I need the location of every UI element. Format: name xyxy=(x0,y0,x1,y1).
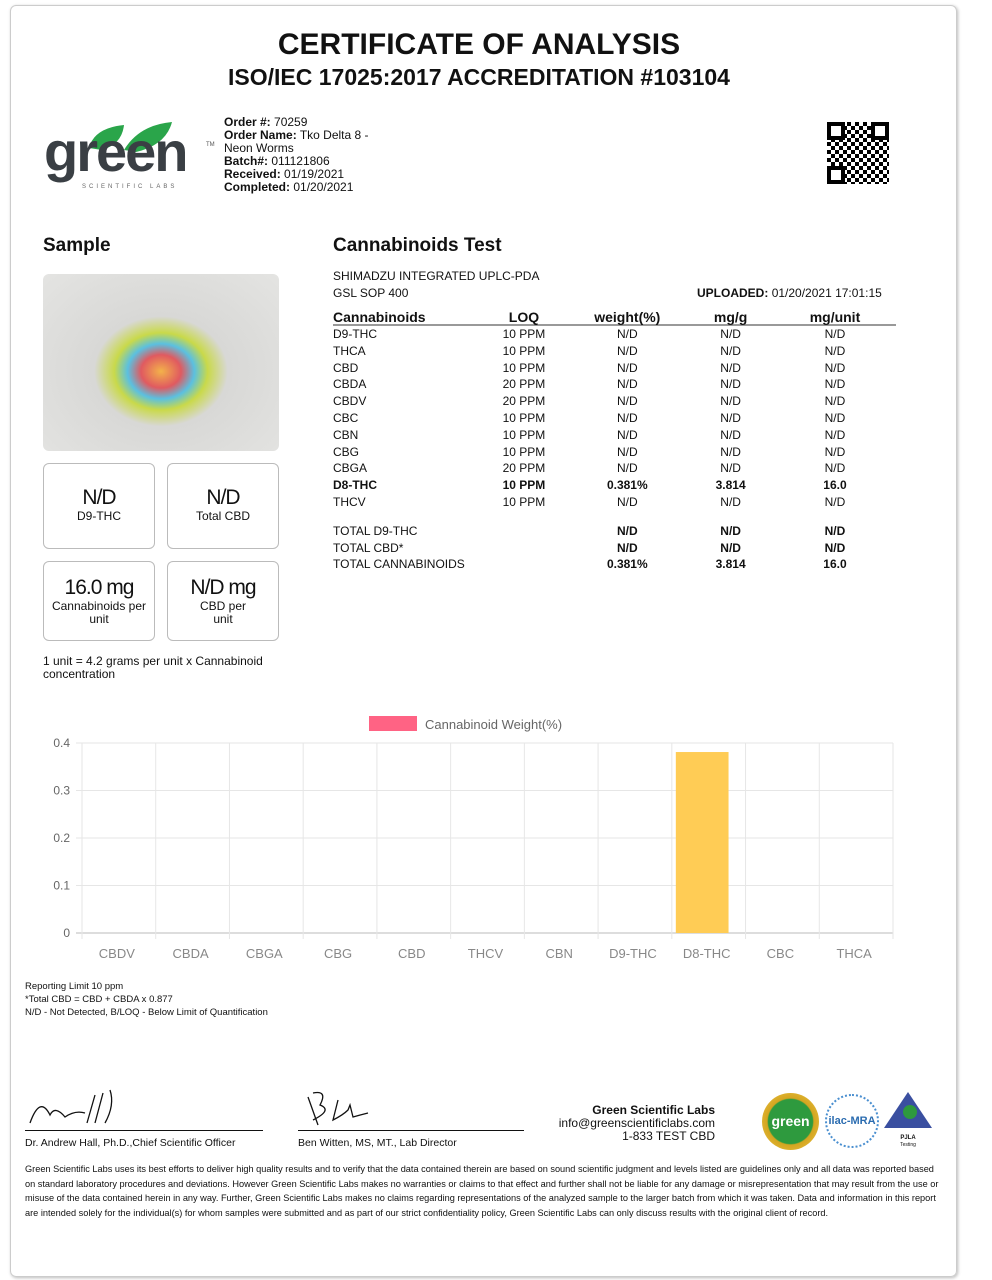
y-tick-label: 0.3 xyxy=(53,783,70,798)
x-tick-label: D9-THC xyxy=(609,946,657,961)
method: SHIMADZU INTEGRATED UPLC-PDA xyxy=(333,269,540,283)
order-info: Order #: 70259 Order Name: Tko Delta 8 - Neon Worms Batch#: 011121806 Received: 01/19/2021 Completed: 01/20/2021 xyxy=(224,115,369,194)
x-tick-label: CBD xyxy=(398,946,426,961)
signer-1: Dr. Andrew Hall, Ph.D.,Chief Scientific Officer xyxy=(25,1137,236,1149)
table-cell: N/D xyxy=(824,377,846,392)
notes: Reporting Limit 10 ppm *Total CBD = CBD + CBDA x 0.877 N/D - Not Detected, B/LOQ - Below Limit of Quantification xyxy=(25,981,268,1018)
table-cell: N/D xyxy=(616,523,638,538)
x-tick-label: CBGA xyxy=(245,946,283,961)
x-tick-label: CBDV xyxy=(98,946,135,961)
table-cell: 20 PPM xyxy=(502,394,546,409)
table-row xyxy=(333,540,896,557)
table-cell: Cannabinoids xyxy=(333,309,426,325)
legend-label[interactable]: Cannabinoid Weight(%) xyxy=(425,717,563,732)
table-cell xyxy=(481,556,568,573)
document-title: CERTIFICATE OF ANALYSIS xyxy=(277,28,681,61)
x-tick-label: CBDA xyxy=(172,946,209,961)
table-cell: D9-THC xyxy=(333,327,377,341)
x-tick-label: THCA xyxy=(836,946,872,961)
table-cell: TOTAL CBD* xyxy=(333,540,404,555)
table-cell: mg/g xyxy=(713,309,748,325)
table-cell: 10 PPM xyxy=(502,410,546,425)
table-cell: CBGA xyxy=(333,461,368,476)
y-tick-label: 0.2 xyxy=(53,831,70,845)
table-cell: 10 PPM xyxy=(502,360,546,375)
table-cell xyxy=(481,523,568,540)
qr-code[interactable] xyxy=(827,122,889,184)
table-row xyxy=(333,343,896,360)
table-cell: N/D xyxy=(616,494,638,509)
sample-heading: Sample xyxy=(43,235,111,256)
table-cell: N/D xyxy=(824,540,846,555)
table-cell: 3.814 xyxy=(715,557,746,572)
table-row xyxy=(333,360,896,377)
total-cbd-card: N/D Total CBD xyxy=(167,463,279,549)
table-cell: N/D xyxy=(616,461,638,476)
sop: GSL SOP 400 xyxy=(333,286,409,300)
table-cell: N/D xyxy=(824,410,846,425)
table-cell: CBDA xyxy=(333,377,367,392)
table-cell: 3.814 xyxy=(715,478,746,493)
d9thc-card: N/D D9-THC xyxy=(43,463,155,549)
table-row xyxy=(333,376,896,393)
table-cell: N/D xyxy=(720,427,741,442)
table-cell: CBN xyxy=(333,427,359,442)
cbd-per-unit-card: N/D mg CBD per unit xyxy=(167,561,279,641)
x-tick-label: THCV xyxy=(467,946,504,961)
table-cell: N/D xyxy=(720,343,741,358)
logo-tagline: SCIENTIFIC LABS xyxy=(82,184,178,190)
signature-hall xyxy=(25,1085,135,1130)
logo-trademark: TM xyxy=(206,142,215,148)
test-heading: Cannabinoids Test xyxy=(333,235,502,256)
signature-witten xyxy=(298,1085,378,1130)
table-cell: N/D xyxy=(720,377,741,392)
table-cell: 10 PPM xyxy=(502,444,546,459)
table-cell: N/D xyxy=(616,327,638,341)
table-row xyxy=(333,477,896,494)
logo xyxy=(44,120,219,194)
table-cell: N/D xyxy=(824,360,846,375)
table-row xyxy=(333,460,896,477)
y-tick-label: 0.4 xyxy=(53,736,70,750)
table-cell: N/D xyxy=(824,523,846,538)
x-tick-label: D8-THC xyxy=(682,946,731,961)
table-row xyxy=(333,494,896,511)
table-cell: 10 PPM xyxy=(502,494,546,509)
table-cell: N/D xyxy=(720,394,741,409)
x-tick-label: CBN xyxy=(545,946,573,961)
table-cell: N/D xyxy=(720,410,741,425)
table-cell: N/D xyxy=(720,523,741,538)
legend-swatch xyxy=(369,716,417,731)
table-cell: 16.0 xyxy=(823,478,847,493)
table-cell: THCV xyxy=(333,494,366,509)
contact: Green Scientific Labs info@greenscientificlabs.com 1-833 TEST CBD xyxy=(558,1103,715,1143)
table-row xyxy=(333,308,896,326)
table-row xyxy=(333,444,896,461)
table-row xyxy=(333,326,896,343)
weight-chart xyxy=(0,730,992,970)
table-cell: N/D xyxy=(616,394,638,409)
bar-d8-thc xyxy=(676,752,729,933)
table-cell: THCA xyxy=(333,343,366,358)
x-tick-label: CBG xyxy=(323,946,353,961)
table-cell: CBDV xyxy=(333,394,367,409)
table-cell: N/D xyxy=(616,444,638,459)
table-row xyxy=(333,410,896,427)
table-cell: TOTAL D9-THC xyxy=(333,523,418,538)
table-cell: LOQ xyxy=(508,309,540,325)
table-row xyxy=(333,556,896,573)
table-cell: N/D xyxy=(720,444,741,459)
table-cell: 10 PPM xyxy=(502,343,546,358)
table-cell: N/D xyxy=(824,394,846,409)
table-cell: TOTAL CANNABINOIDS xyxy=(333,557,465,572)
table-cell: 10 PPM xyxy=(502,427,546,442)
table-cell: CBC xyxy=(333,410,359,425)
table-row xyxy=(333,427,896,444)
table-cell: D8-THC xyxy=(333,478,377,493)
table-cell: 0.381% xyxy=(606,478,648,493)
table-cell: CBD xyxy=(333,360,359,375)
table-cell: N/D xyxy=(720,494,741,509)
ilac-badge: ilac-MRA xyxy=(825,1094,879,1148)
table-cell: 20 PPM xyxy=(502,377,546,392)
uploaded: UPLOADED: 01/20/2021 17:01:15 xyxy=(697,286,882,300)
table-cell: N/D xyxy=(616,377,638,392)
table-cell: mg/unit xyxy=(809,309,861,325)
seal-badge: green xyxy=(762,1093,819,1150)
table-cell: N/D xyxy=(824,327,846,341)
table-cell xyxy=(481,540,568,557)
table-cell: N/D xyxy=(824,427,846,442)
table-cell: N/D xyxy=(720,461,741,476)
page-border xyxy=(10,5,957,1277)
table-cell: N/D xyxy=(720,540,741,555)
table-cell: 20 PPM xyxy=(502,461,546,476)
table-cell: N/D xyxy=(616,540,638,555)
table-cell: 10 PPM xyxy=(502,478,546,493)
table-row xyxy=(333,393,896,410)
y-tick-label: 0.1 xyxy=(53,878,70,893)
table-cell: CBG xyxy=(333,444,360,459)
table-cell: N/D xyxy=(616,427,638,442)
table-cell: N/D xyxy=(720,327,741,341)
cannabinoids-per-unit-card: 16.0 mg Cannabinoids per unit xyxy=(43,561,155,641)
unit-note: 1 unit = 4.2 grams per unit x Cannabinoid concentration xyxy=(43,654,263,681)
sample-photo xyxy=(43,274,279,451)
table-cell: 0.381% xyxy=(606,557,648,572)
table-cell: N/D xyxy=(616,360,638,375)
table-cell: 10 PPM xyxy=(502,327,546,341)
table-cell: N/D xyxy=(824,444,846,459)
table-cell: 16.0 xyxy=(823,557,847,572)
cannabinoids-table xyxy=(333,308,896,573)
table-cell: N/D xyxy=(616,410,638,425)
table-cell: N/D xyxy=(720,360,741,375)
table-cell: N/D xyxy=(824,461,846,476)
signer-2: Ben Witten, MS, MT., Lab Director xyxy=(298,1137,457,1149)
table-row xyxy=(333,523,896,540)
table-cell: N/D xyxy=(824,494,846,509)
pjla-badge: PJLA Testing xyxy=(882,1090,934,1150)
accreditation-subtitle: ISO/IEC 17025:2017 ACCREDITATION #103104 xyxy=(228,64,730,90)
table-cell: N/D xyxy=(824,343,846,358)
logo-wordmark: green xyxy=(44,120,187,183)
disclaimer: Green Scientific Labs uses its best efforts to deliver high quality results and to verify that the data contained therein are based on sound scientific judgment and levels listed are guidelines only and all data was reported based on standard laboratory procedures and deviations. However Green Scientific Labs makes no warranties or claims to that effect and further shall not be liable for any damage or misrepresentation that may result from the use or misuse of the data contained herein in any way. Further, Green Scientific Labs makes no claims regarding representations of the analyzed sample to the larger batch from which it was taken. Data and information in this report are intended solely for the individual(s) for whom samples were submitted and as part of our strict confidentiality policy, Green Scientific Labs can only discuss results with the original client of record. xyxy=(25,1164,939,1218)
y-tick-label: 0 xyxy=(63,926,70,940)
table-cell: N/D xyxy=(616,343,638,358)
table-cell: weight(%) xyxy=(594,309,661,325)
x-tick-label: CBC xyxy=(766,946,795,961)
